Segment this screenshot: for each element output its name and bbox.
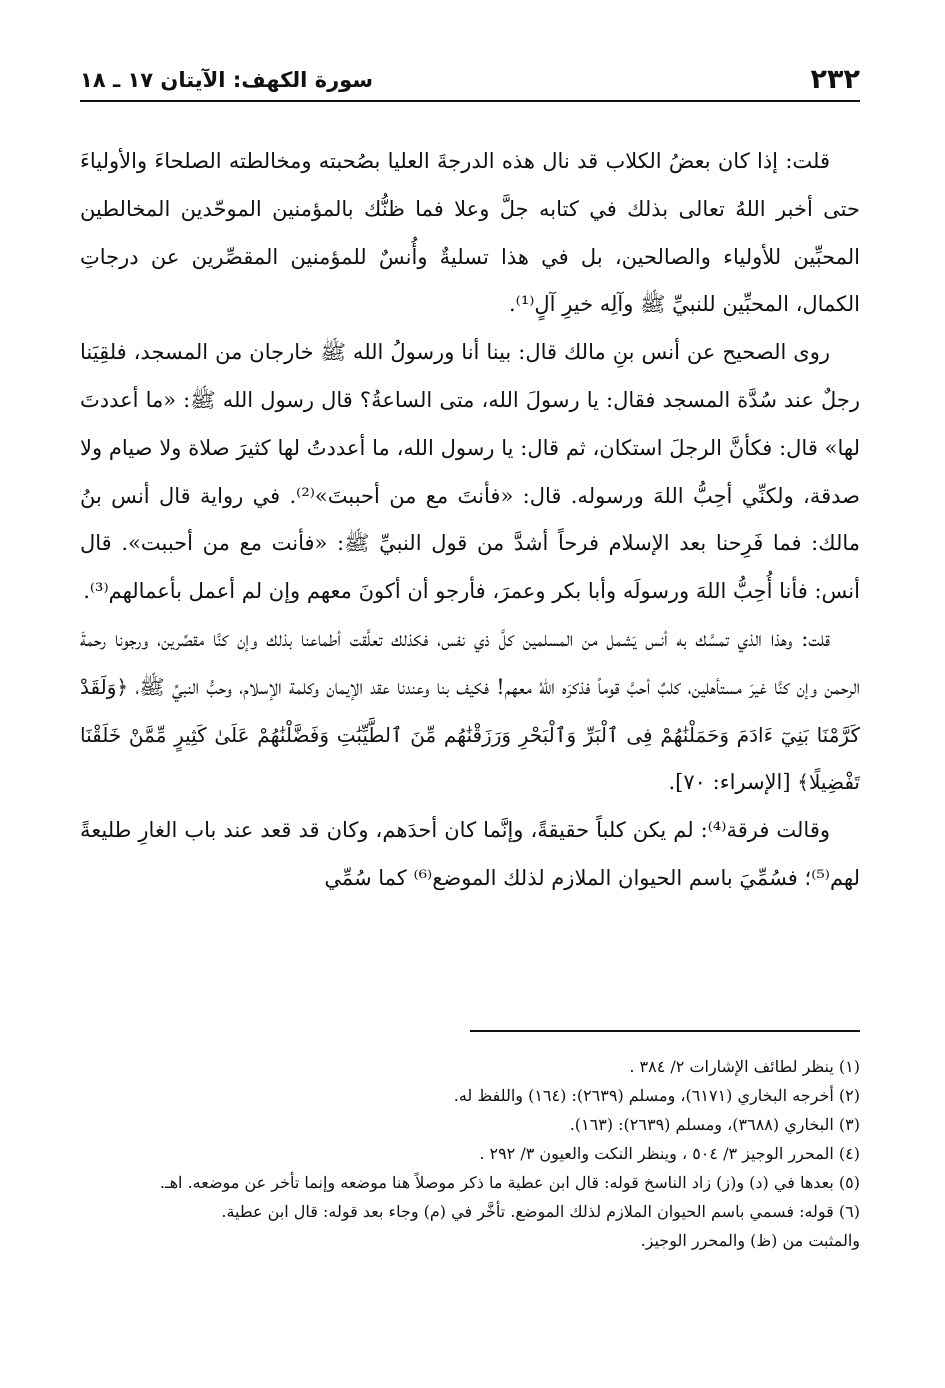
quran-verse: ﴿وَلَقَدْ كَرَّمْنَا بَنِيٓ ءَادَمَ وَحَمَلْنَٰهُمْ فِى ٱلْبَرِّ وَٱلْبَحْرِ وَرَزَقْنَٰهُم مِّنَ ٱلطَّيِّبَٰتِ وَفَضَّلْنَٰهُمْ عَلَىٰ كَثِيرٍ مِّمَّنْ خَلَقْنَا تَفْضِيلًا﴾ (80, 674, 860, 795)
footnote-5: (٥) بعدها في (د) و(ز) زاد الناسخ قوله: قال ابن عطية ما ذكر موصلاً هنا موضعه وإنما تأخر عن موضعه. اهـ. (159, 1173, 860, 1192)
footnote-4: (٤) المحرر الوجيز ٣/ ٥٠٤ ، وينظر النكت والعيون ٣/ ٢٩٢ . (479, 1144, 860, 1163)
page-header (80, 60, 860, 102)
footnote-2: (٢) أخرجه البخاري (٦١٧١)، ومسلم (٢٦٣٩): (١٦٤) واللفظ له. (453, 1086, 860, 1105)
paragraph-2: روى الصحيح عن أنس بنِ مالك قال: بينا أنا ورسولُ الله ﷺ خارجان من المسجد، فلقِيَنا رجلٌ عند سُدَّة المسجد فقال: يا رسولَ الله، متى الساعةُ؟ قال رسول الله ﷺ: «ما أعددتَ لها» قال: فكأنَّ الرجلَ استكان، ثم قال: يا رسول الله، ما أعددتُ لها كثيرَ صلاة ولا صيام ولا صدقة، ولكنِّي أحِبُّ اللهَ ورسوله. قال: «فأنتَ مع من أحببتَ»⁽²⁾. في رواية قال أنس بنُ مالك: فما فَرِحنا بعد الإسلام فرحاً أشدَّ من قول النبيِّ ﷺ: «فأنت مع من أحببت». قال أنس: فأنا أُحِبُّ اللهَ ورسولَه وأبا بكر وعمرَ، فأرجو أن أكونَ معهم وإن لم أعمل بأعمالهم⁽³⁾. (80, 340, 861, 604)
running-head: سورة الكهف: الآيتان ١٧ ـ ١٨ (80, 68, 373, 92)
footnote-6: (٦) قوله: فسمي باسم الحيوان الملازم لذلك الموضع. تأخَّر في (م) وجاء بعد قوله: قال ابن عطية. (221, 1202, 860, 1221)
footnote-6-continued: والمثبت من (ظ) والمحرر الوجيز. (640, 1231, 860, 1250)
footnote-1: (١) ينظر لطائف الإشارات ٢/ ٣٨٤ . (629, 1057, 860, 1076)
footnote-3: (٣) البخاري (٣٦٨٨)، ومسلم (٢٦٣٩): (١٦٣). (569, 1115, 860, 1134)
body-text (80, 138, 860, 903)
verse-reference: [الإسراء: ٧٠]. (668, 770, 791, 795)
footnote-separator (470, 1030, 860, 1032)
paragraph-1: قلت: إذا كان بعضُ الكلاب قد نال هذه الدرجةَ العليا بصُحبته ومخالطته الصلحاءَ والأولياءَ حتى أخبر اللهُ تعالى بذلك في كتابه جلَّ وعلا فما ظنُّك بالمؤمنين الموحّدين المخالطين المحبِّين للأولياء والصالحين، بل في هذا تسليةٌ وأُنسٌ للمؤمنين المقصِّرين عن درجاتِ الكمال، المحبِّين للنبيِّ ﷺ وآلِه خيرِ آلٍ⁽¹⁾. (80, 149, 860, 317)
paragraph-3-text: قلت: وهذا الذي تمسَّك به أنس يَشمل من المسلمين كلَّ ذي نفس، فكذلك تعلَّقت أطماعنا بذلك وإن كنَّا مقصِّرين، ورجونا رحمةَ الرحمن وإن كنَّا غيرَ مستأهلين، كلبٌ أحبَّ قوماً فذكرَه اللهُ معهم! فكيف بنا وعندنا عقد الإيمان وكلمة الإسلام، وحبُّ النبيِّ ﷺ، (80, 626, 860, 699)
footnotes (80, 1052, 860, 1255)
paragraph-3 (80, 616, 860, 807)
paragraph-4: وقالت فرقة⁽⁴⁾: لم يكن كلباً حقيقةً، وإنَّما كان أحدَهم، وكان قد قعد عند باب الغارِ طليعةً لهم⁽⁵⁾؛ فسُمِّيَ باسم الحيوان الملازم لذلك الموضع⁽⁶⁾ كما سُمِّي (80, 818, 860, 890)
header-rule (80, 100, 860, 102)
page-number: ٢٣٢ (810, 64, 860, 95)
